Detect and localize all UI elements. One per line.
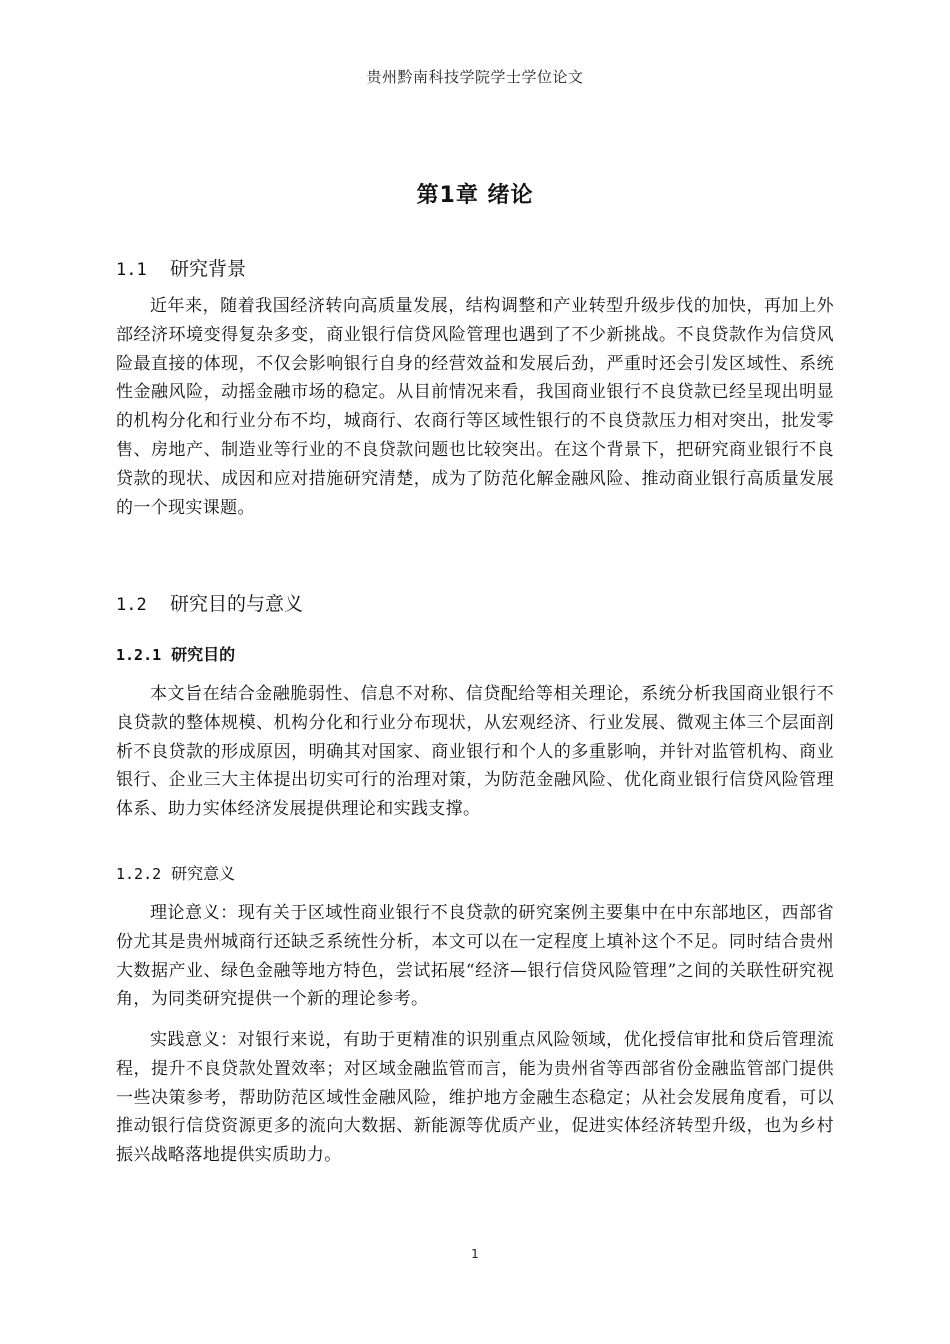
subsection-heading-1-2-1 bbox=[116, 642, 235, 665]
paragraph-purpose: 本文旨在结合金融脆弱性、信息不对称、信贷配给等相关理论，系统分析我国商业银行不良贷款的整体规模、机构分化和行业分布现状，从宏观经济、行业发展、微观主体三个层面剖析不良贷款的形成原因，明确其对国家、商业银行和个人的多重影响，并针对监管机构、商业银行、企业三大主体提出切实可行的治理对策，为防范金融风险、优化商业银行信贷风险管理体系、助力实体经济发展提供理论和实践支撑。 bbox=[116, 684, 834, 820]
section-title: 研究背景 bbox=[170, 258, 247, 280]
section-number: 1.2 bbox=[116, 595, 147, 615]
subsection-number: 1.2.2 bbox=[116, 865, 162, 883]
subsection-heading-1-2-2 bbox=[116, 861, 235, 884]
subsection-number: 1.2.1 bbox=[116, 646, 162, 664]
section-heading-1-1 bbox=[116, 254, 246, 281]
section-heading-1-2 bbox=[116, 589, 303, 616]
header-rule bbox=[116, 96, 834, 97]
subsection-title: 研究目的 bbox=[171, 645, 236, 664]
paragraph-practical-significance: 实践意义：对银行来说，有助于更精准的识别重点风险领域，优化授信审批和贷后管理流程，提升不良贷款处置效率；对区域金融监管而言，能为贵州省等西部省份金融监管部门提供一些决策参考，帮助防范区域性金融风险，维护地方金融生态稳定；从社会发展角度看，可以推动银行信贷资源更多的流向大数据、新能源等优质产业，促进实体经济转型升级，也为乡村振兴战略落地提供实质助力。 bbox=[116, 1030, 834, 1166]
running-header: 贵州黔南科技学院学士学位论文 bbox=[366, 68, 584, 86]
paragraph-theoretical-significance: 理论意义：现有关于区域性商业银行不良贷款的研究案例主要集中在中东部地区，西部省份尤其是贵州城商行还缺乏系统性分析，本文可以在一定程度上填补这个不足。同时结合贵州大数据产业、绿色金融等地方特色，尝试拓展“经济—银行信贷风险管理”之间的关联性研究视角，为同类研究提供一个新的理论参考。 bbox=[116, 903, 834, 1010]
paragraph-background: 近年来，随着我国经济转向高质量发展，结构调整和产业转型升级步伐的加快，再加上外部经济环境变得复杂多变，商业银行信贷风险管理也遇到了不少新挑战。不良贷款作为信贷风险最直接的体现，不仅会影响银行自身的经营效益和发展后劲，严重时还会引发区域性、系统性金融风险，动摇金融市场的稳定。从目前情况来看，我国商业银行不良贷款已经呈现出明显的机构分化和行业分布不均，城商行、农商行等区域性银行的不良贷款压力相对突出，批发零售、房地产、制造业等行业的不良贷款问题也比较突出。在这个背景下，把研究商业银行不良贷款的现状、成因和应对措施研究清楚，成为了防范化解金融风险、推动商业银行高质量发展的一个现实课题。 bbox=[116, 296, 834, 518]
subsection-title: 研究意义 bbox=[171, 864, 236, 883]
section-number: 1.1 bbox=[116, 260, 147, 280]
chapter-title: 第1章 绪论 bbox=[416, 183, 534, 208]
section-title: 研究目的与意义 bbox=[170, 593, 304, 615]
page-number: 1 bbox=[471, 1247, 479, 1261]
